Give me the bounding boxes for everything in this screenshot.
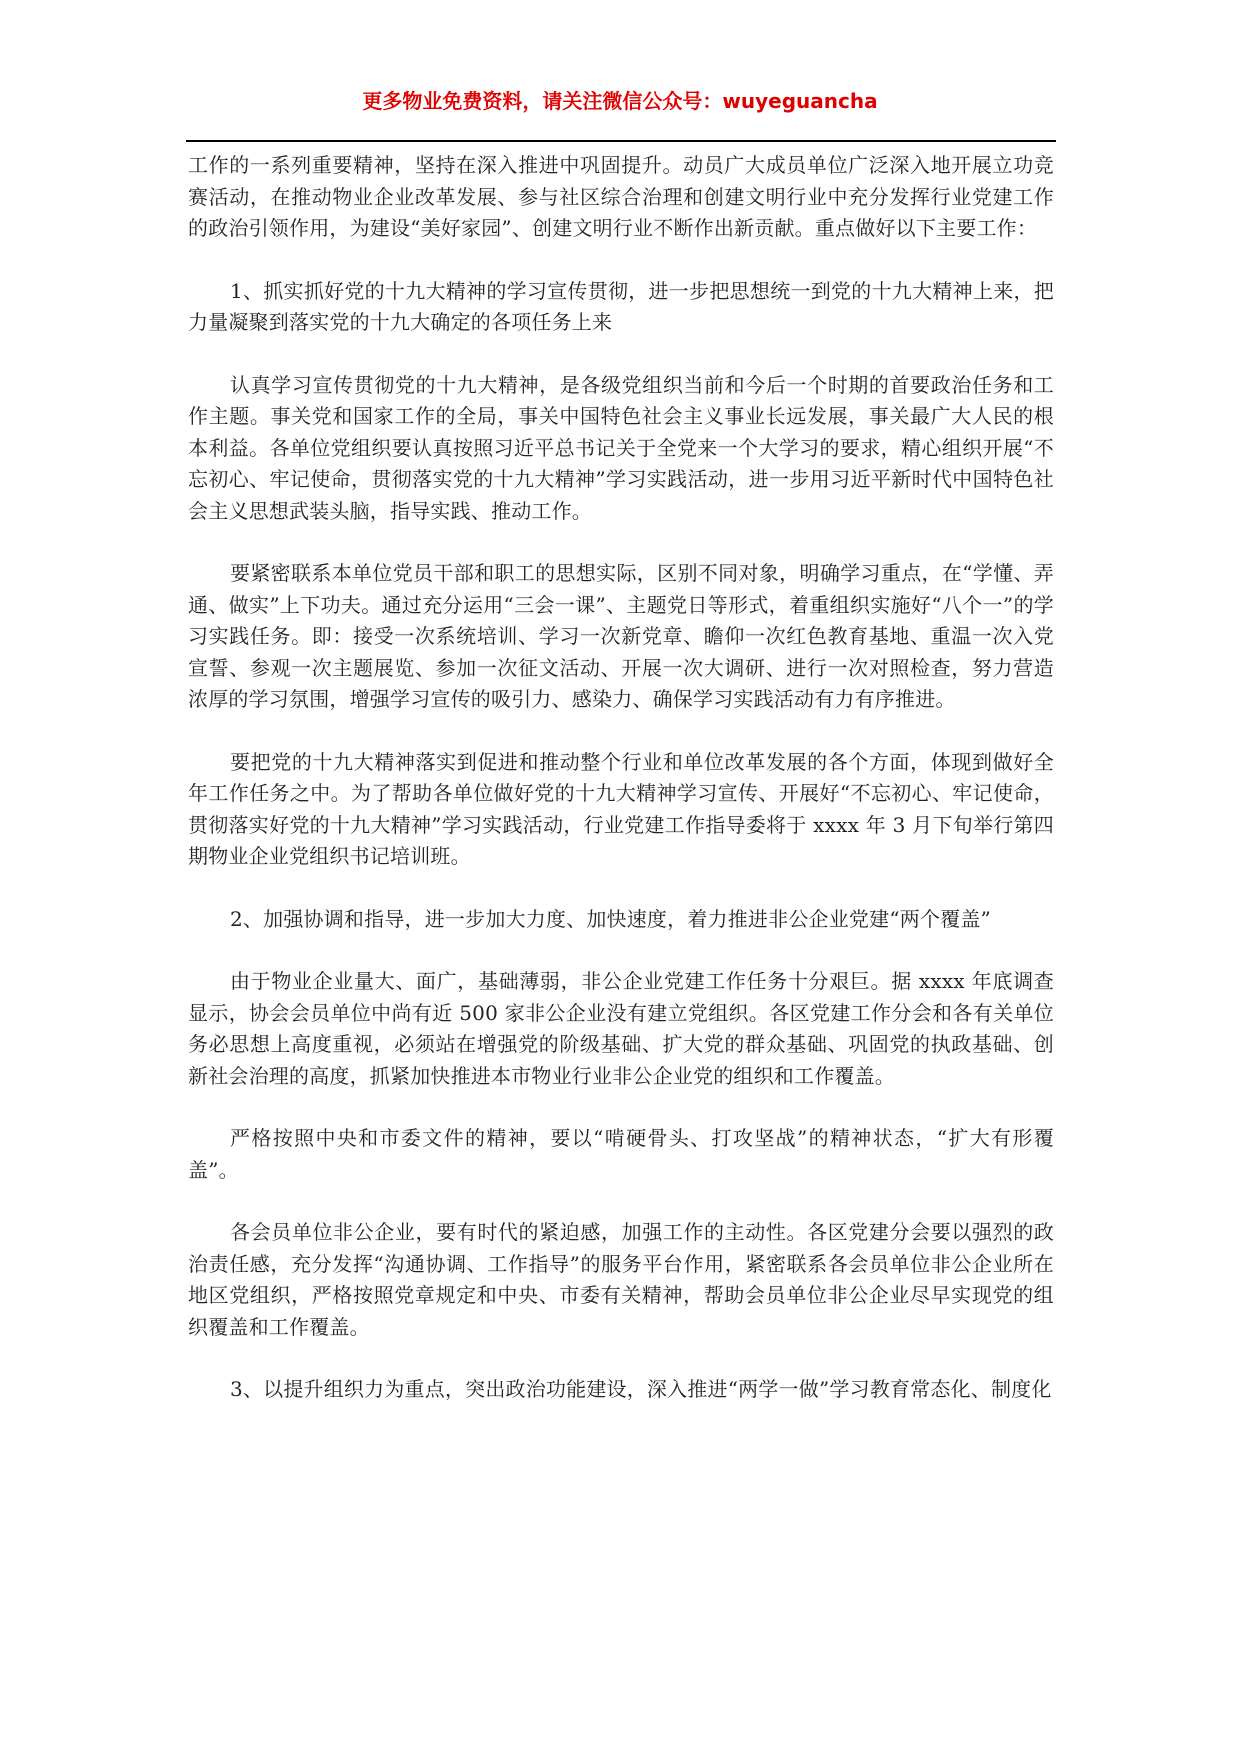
paragraph-continuation: 工作的一系列重要精神，坚持在深入推进中巩固提升。动员广大成员单位广泛深入地开展立功竞赛活动，在推动物业企业改革发展、参与社区综合治理和创建文明行业中充分发挥行业党建工作的政治引领作用，为建设“美好家园”、创建文明行业不断作出新贡献。重点做好以下主要工作： <box>188 153 1054 240</box>
paragraph: 要把党的十九大精神落实到促进和推动整个行业和单位改革发展的各个方面，体现到做好全年工作任务之中。为了帮助各单位做好党的十九大精神学习宣传、开展好“不忘初心、牢记使命，贯彻落实好党的十九大精神”学习实践活动，行业党建工作指导委将于 xxxx 年 3 月下旬举行第四期物业企业党组织书记培训班。 <box>188 749 1054 868</box>
section-heading-3: 3、以提升组织力为重点，突出政治功能建设，深入推进“两学一做”学习教育常态化、制度化 <box>230 1377 1052 1401</box>
paragraph: 严格按照中央和市委文件的精神，要以“啃硬骨头、打攻坚战”的精神状态，“扩大有形覆盖”。 <box>188 1126 1054 1182</box>
paragraph: 要紧密联系本单位党员干部和职工的思想实际，区别不同对象，明确学习重点，在“学懂、弄通、做实”上下功夫。通过充分运用“三会一课”、主题党日等形式，着重组织实施好“八个一”的学习实践任务。即：接受一次系统培训、学习一次新党章、瞻仰一次红色教育基地、重温一次入党宣誓、参观一次主题展览、参加一次征文活动、开展一次大调研、进行一次对照检查，努力营造浓厚的学习氛围，增强学习宣传的吸引力、感染力、确保学习实践活动有力有序推进。 <box>188 561 1054 711</box>
header-promo-text: 更多物业免费资料，请关注微信公众号：wuyeguancha <box>362 89 878 113</box>
page-header <box>0 86 1240 116</box>
document-body <box>188 150 1054 1437</box>
header-divider <box>186 140 1056 142</box>
section-heading-1: 1、抓实抓好党的十九大精神的学习宣传贯彻，进一步把思想统一到党的十九大精神上来，把力量凝聚到落实党的十九大确定的各项任务上来 <box>188 278 1054 334</box>
paragraph: 由于物业企业量大、面广，基础薄弱，非公企业党建工作任务十分艰巨。据 xxxx 年底调查显示，协会会员单位中尚有近 500 家非公企业没有建立党组织。各区党建工作分会和各有关单位务必思想上高度重视，必须站在增强党的阶级基础、扩大党的群众基础、巩固党的执政基础、创新社会治理的高度，抓紧加快推进本市物业行业非公企业党的组织和工作覆盖。 <box>188 969 1054 1088</box>
paragraph: 认真学习宣传贯彻党的十九大精神，是各级党组织当前和今后一个时期的首要政治任务和工作主题。事关党和国家工作的全局，事关中国特色社会主义事业长远发展，事关最广大人民的根本利益。各单位党组织要认真按照习近平总书记关于全党来一个大学习的要求，精心组织开展“不忘初心、牢记使命，贯彻落实党的十九大精神”学习实践活动，进一步用习近平新时代中国特色社会主义思想武装头脑，指导实践、推动工作。 <box>188 372 1054 523</box>
paragraph: 各会员单位非公企业，要有时代的紧迫感，加强工作的主动性。各区党建分会要以强烈的政治责任感，充分发挥“沟通协调、工作指导”的服务平台作用，紧密联系各会员单位非公企业所在地区党组织，严格按照党章规定和中央、市委有关精神，帮助会员单位非公企业尽早实现党的组织覆盖和工作覆盖。 <box>188 1220 1054 1339</box>
section-heading-2: 2、加强协调和指导，进一步加大力度、加快速度，着力推进非公企业党建“两个覆盖” <box>230 906 991 931</box>
